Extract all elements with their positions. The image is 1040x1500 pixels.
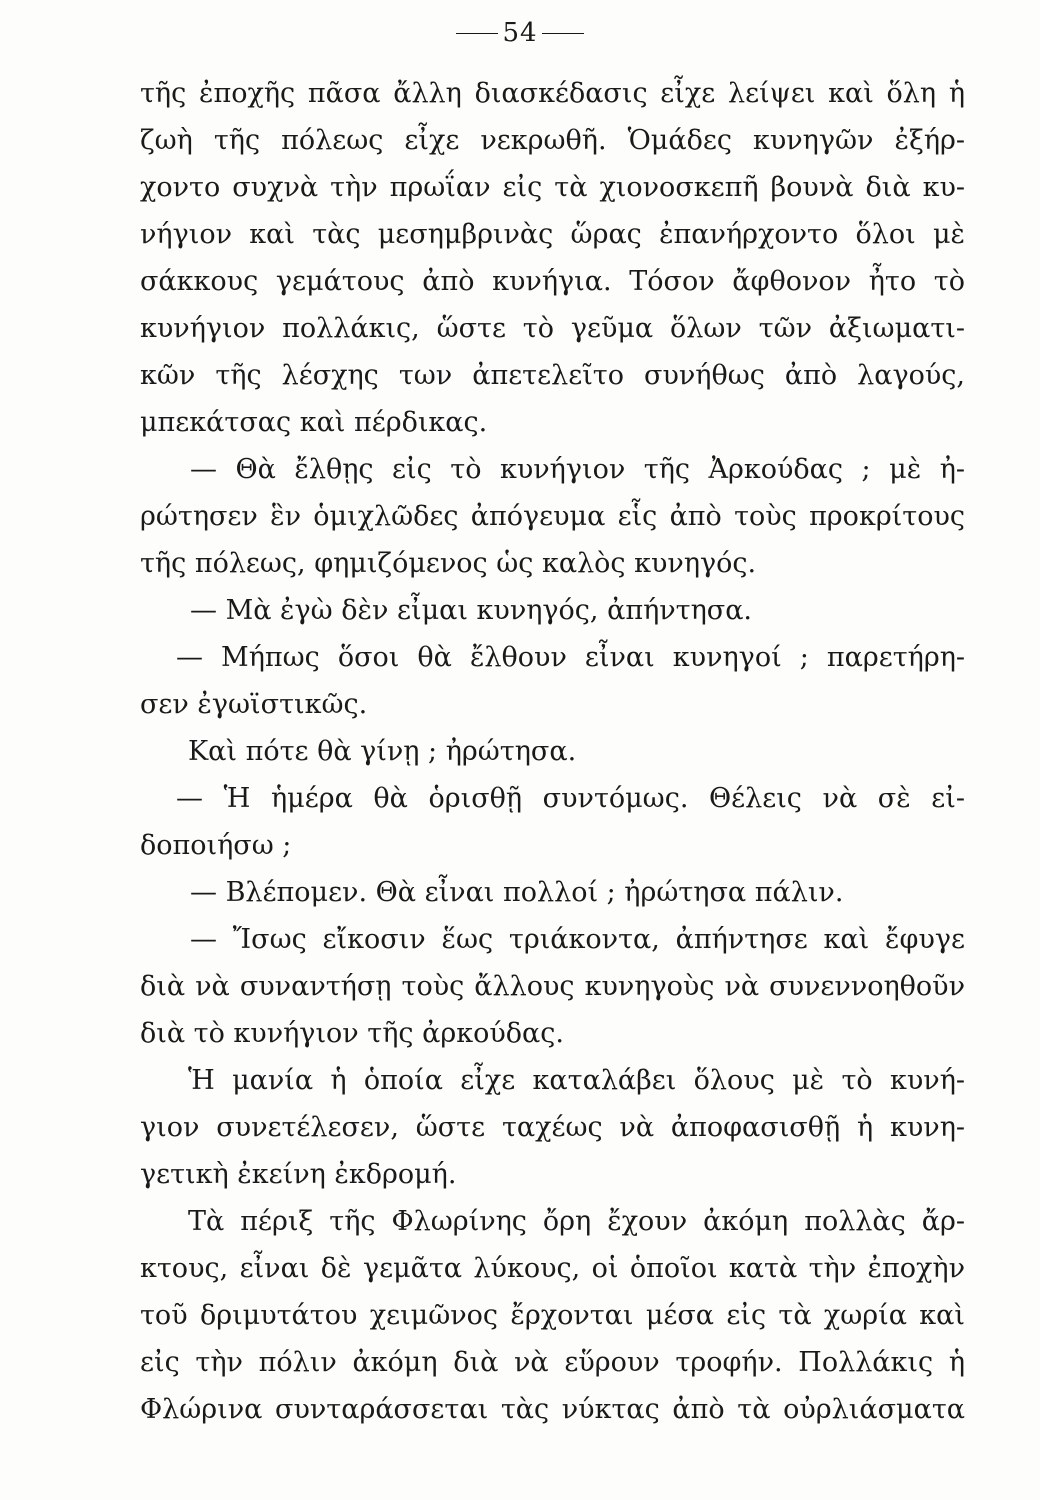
text-line: σεν ἐγωϊστικῶς. — [140, 689, 368, 720]
text-line: — Μὰ ἐγὼ δὲν εἶμαι κυνηγός, ἀπήντησα. — [190, 595, 753, 626]
text-line: κτους, εἶναι δὲ γεμᾶτα λύκους, οἱ ὁποῖοι κατὰ τὴν ἐποχὴν — [140, 1253, 965, 1284]
text-line: δοποιήσω ; — [140, 830, 292, 861]
text-line: γιον συνετέλεσεν, ὥστε ταχέως νὰ ἀποφασισθῇ ἡ κυνη- — [140, 1112, 965, 1143]
page-number-dash-right — [542, 33, 584, 35]
text-line: — Ἴσως εἴκοσιν ἕως τριάκοντα, ἀπήντησε καὶ ἔφυγε — [190, 924, 965, 955]
text-line: — Ἡ ἡμέρα θὰ ὁρισθῇ συντόμως. Θέλεις νὰ σὲ εἰ- — [176, 783, 965, 814]
text-line: Τὰ πέριξ τῆς Φλωρίνης ὄρη ἔχουν ἀκόμη πολλὰς ἄρ- — [188, 1206, 965, 1237]
page-number-dash-left — [456, 33, 498, 35]
text-line: τοῦ δριμυτάτου χειμῶνος ἔρχονται μέσα εἰς τὰ χωρία καὶ — [140, 1300, 965, 1331]
text-line: ρώτησεν ἓν ὁμιχλῶδες ἀπόγευμα εἷς ἀπὸ τοὺς προκρίτους — [140, 501, 965, 532]
text-line: νήγιον καὶ τὰς μεσημβρινὰς ὥρας ἐπανήρχοντο ὅλοι μὲ — [140, 219, 965, 250]
text-line: κυνήγιον πολλάκις, ὥστε τὸ γεῦμα ὅλων τῶν ἀξιωματι- — [140, 313, 965, 344]
text-line: — Θὰ ἔλθῃς εἰς τὸ κυνήγιον τῆς Ἀρκούδας ; μὲ ἠ- — [190, 454, 965, 485]
text-line: σάκκους γεμάτους ἀπὸ κυνήγια. Τόσον ἄφθονον ἦτο τὸ — [140, 266, 965, 297]
text-line: γετικὴ ἐκείνη ἐκδρομή. — [140, 1159, 457, 1190]
text-line: — Μήπως ὅσοι θὰ ἔλθουν εἶναι κυνηγοί ; παρετήρη- — [176, 642, 965, 673]
text-line: τῆς ἐποχῆς πᾶσα ἄλλη διασκέδασις εἶχε λείψει καὶ ὅλη ἡ — [140, 78, 965, 109]
page-number — [0, 18, 1040, 48]
body-text — [140, 70, 965, 1433]
text-line: τῆς πόλεως, φημιζόμενος ὡς καλὸς κυνηγός. — [140, 548, 757, 579]
text-line: ζωὴ τῆς πόλεως εἶχε νεκρωθῆ. Ὁμάδες κυνηγῶν ἐξήρ- — [140, 125, 965, 156]
text-line: — Βλέπομεν. Θὰ εἶναι πολλοί ; ἠρώτησα πάλιν. — [190, 877, 844, 908]
text-line: διὰ νὰ συναντήσῃ τοὺς ἄλλους κυνηγοὺς νὰ συνεννοηθοῦν — [140, 971, 965, 1002]
text-line: διὰ τὸ κυνήγιον τῆς ἀρκούδας. — [140, 1018, 564, 1049]
text-line: μπεκάτσας καὶ πέρδικας. — [140, 407, 488, 438]
text-line: Καὶ πότε θὰ γίνῃ ; ἠρώτησα. — [188, 736, 577, 767]
text-line: κῶν τῆς λέσχης των ἀπετελεῖτο συνήθως ἀπὸ λαγούς, — [140, 360, 965, 391]
text-line: Φλώρινα συνταράσσεται τὰς νύκτας ἀπὸ τὰ οὐρλιάσματα — [140, 1394, 965, 1425]
text-line: χοντο συχνὰ τὴν πρωΐαν εἰς τὰ χιονοσκεπῆ βουνὰ διὰ κυ- — [140, 172, 965, 203]
text-line: εἰς τὴν πόλιν ἀκόμη διὰ νὰ εὕρουν τροφήν. Πολλάκις ἡ — [140, 1347, 965, 1378]
page-number-value: 54 — [502, 18, 538, 48]
text-line: Ἡ μανία ἡ ὁποία εἶχε καταλάβει ὅλους μὲ τὸ κυνή- — [188, 1065, 965, 1096]
